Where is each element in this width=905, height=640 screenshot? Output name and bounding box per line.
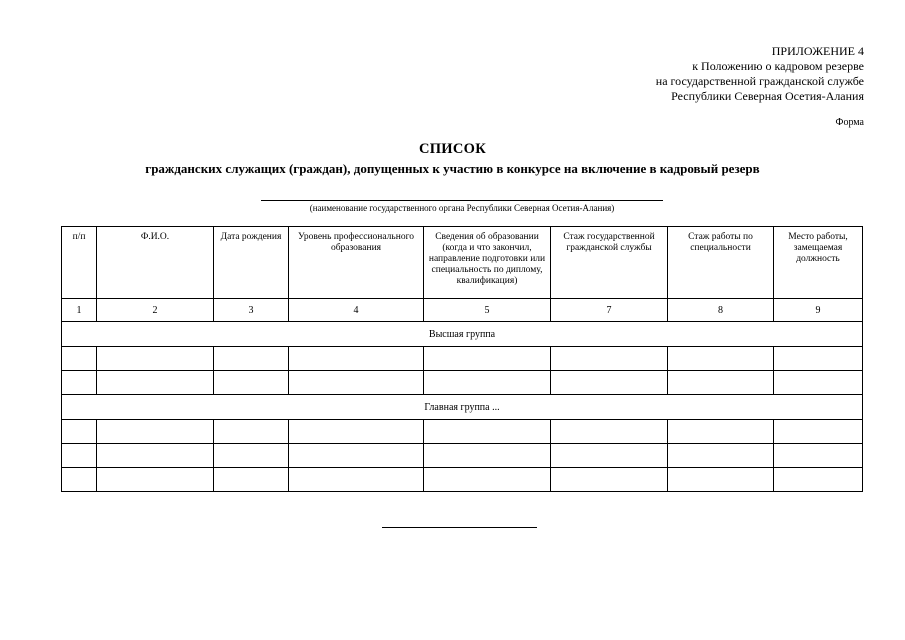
appendix-line: к Положению о кадровом резерве (692, 59, 864, 73)
table-cell (214, 347, 289, 371)
table-row (62, 420, 863, 444)
table-cell (668, 420, 774, 444)
table-row (62, 468, 863, 492)
header-cell-education-level: Уровень профессионального образования (289, 227, 424, 299)
table-cell (551, 347, 668, 371)
table-header-row (62, 227, 863, 299)
table-cell (424, 420, 551, 444)
table-cell (214, 444, 289, 468)
table-cell (774, 468, 863, 492)
group-row-higher (62, 322, 863, 347)
header-cell-specialty-experience: Стаж работы по специальности (668, 227, 774, 299)
table-cell (424, 371, 551, 395)
table-cell (551, 468, 668, 492)
table-cell (289, 347, 424, 371)
form-label: Форма (835, 117, 864, 128)
table-cell (62, 444, 97, 468)
table-cell (97, 444, 214, 468)
table-cell (97, 347, 214, 371)
table-cell (62, 371, 97, 395)
header-cell-workplace: Место работы, замещаемая должность (774, 227, 863, 299)
column-number: 9 (774, 299, 863, 322)
candidates-table (61, 226, 863, 492)
table-cell (774, 371, 863, 395)
column-number: 5 (424, 299, 551, 322)
table-row (62, 444, 863, 468)
table-cell (551, 371, 668, 395)
org-name-caption: (наименование государственного органа Республики Северная Осетия-Алания) (309, 203, 615, 213)
table-cell (424, 347, 551, 371)
table-cell (774, 444, 863, 468)
group-label: Высшая группа (62, 322, 863, 347)
table-cell (668, 371, 774, 395)
table-cell (62, 468, 97, 492)
table-cell (774, 347, 863, 371)
table-cell (289, 371, 424, 395)
document-title: СПИСОК (418, 141, 487, 157)
table-cell (97, 468, 214, 492)
table-cell (551, 420, 668, 444)
table-cell (551, 444, 668, 468)
column-numbers-row (62, 299, 863, 322)
table-cell (668, 444, 774, 468)
table-cell (668, 468, 774, 492)
closing-line (382, 527, 537, 528)
column-number: 4 (289, 299, 424, 322)
document-subtitle: гражданских служащих (граждан), допущенных к участию в конкурсе на включение в кадровый резерв (145, 161, 760, 176)
header-cell-education-details: Сведения об образовании (когда и что закончил, направление подготовки или специальность по диплому, квалификация) (424, 227, 551, 299)
appendix-number: ПРИЛОЖЕНИЕ 4 (771, 44, 864, 58)
table-row (62, 347, 863, 371)
appendix-line: Республики Северная Осетия-Алания (671, 89, 864, 103)
column-number: 3 (214, 299, 289, 322)
table-cell (97, 371, 214, 395)
table-cell (289, 468, 424, 492)
table-cell (289, 444, 424, 468)
table-cell (668, 347, 774, 371)
table-row (62, 371, 863, 395)
header-cell-number: п/п (62, 227, 97, 299)
group-label: Главная группа ... (62, 395, 863, 420)
appendix-line: на государственной гражданской службе (655, 74, 864, 88)
table-cell (214, 468, 289, 492)
header-cell-civil-service-experience: Стаж государственной гражданской службы (551, 227, 668, 299)
table-cell (97, 420, 214, 444)
table-cell (424, 468, 551, 492)
appendix-heading (444, 44, 864, 104)
column-number: 7 (551, 299, 668, 322)
column-number: 1 (62, 299, 97, 322)
table-cell (214, 371, 289, 395)
table-cell (289, 420, 424, 444)
column-number: 2 (97, 299, 214, 322)
org-name-line (261, 200, 663, 201)
group-row-main (62, 395, 863, 420)
table-cell (62, 420, 97, 444)
header-cell-name: Ф.И.О. (97, 227, 214, 299)
header-cell-birthdate: Дата рождения (214, 227, 289, 299)
table-cell (62, 347, 97, 371)
column-number: 8 (668, 299, 774, 322)
table-cell (774, 420, 863, 444)
table-cell (214, 420, 289, 444)
table-cell (424, 444, 551, 468)
